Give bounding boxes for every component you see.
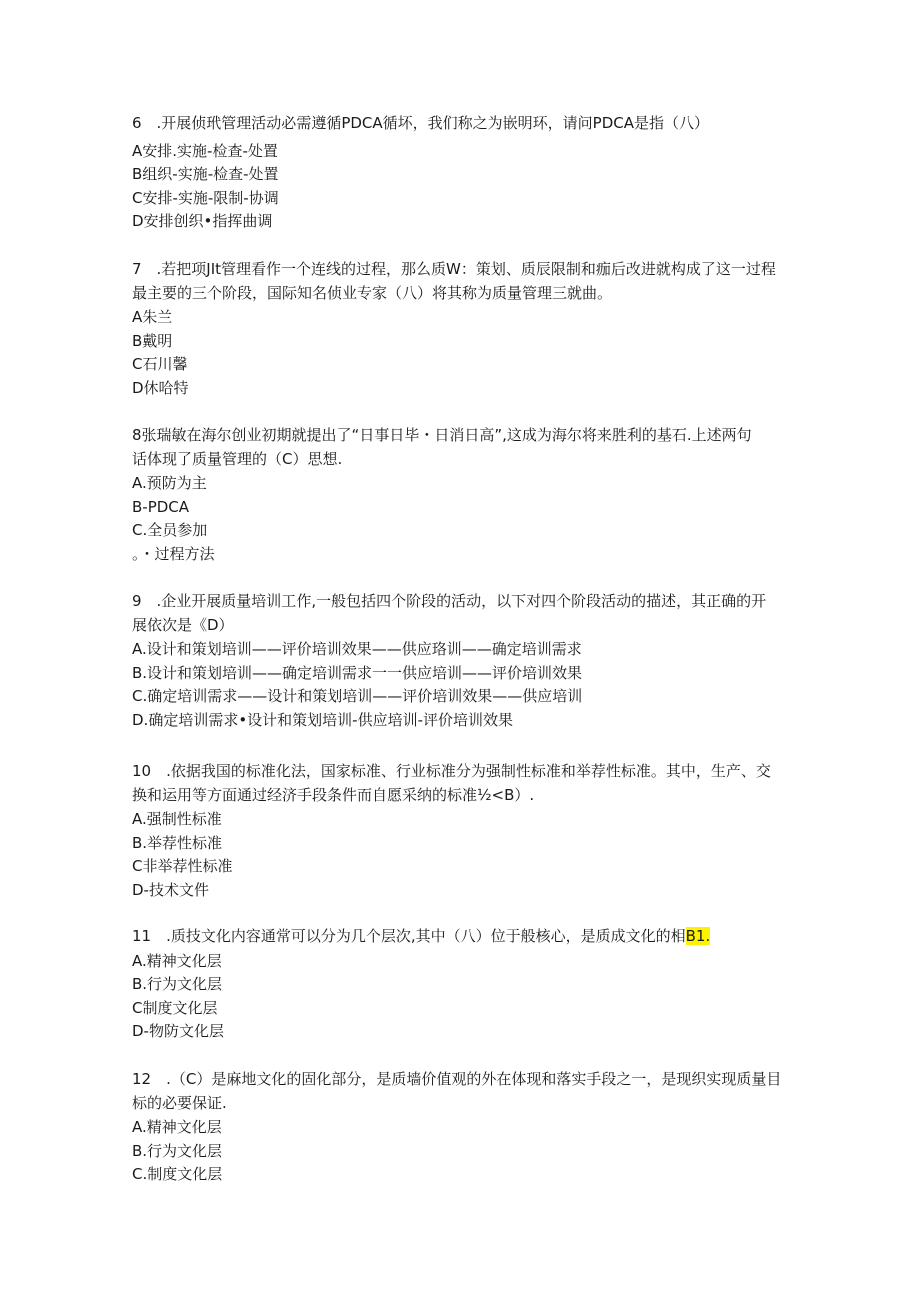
option-b: B.行为文化层	[132, 1141, 223, 1160]
option-c: C非举荐性标准	[132, 857, 233, 875]
option-b: B.举荐性标准	[132, 833, 223, 852]
option-d: 。・过程方法	[132, 544, 215, 563]
question-text-cont: 最主要的三个阶段，国际知名侦业专家（八）将其称为质量管理三就曲。	[132, 283, 613, 302]
question-text-cont: 话体现了质量管理的（C）思想.	[132, 449, 343, 468]
question-text: 8张瑞敏在海尔创业初期就提出了“日事日毕・日消日高”,这成为海尔将来胜利的基石.上述两句	[132, 426, 752, 444]
question-text-main: 11 .质技文化内容通常可以分为几个层次,其中（八）位于般核心，是质成文化的相	[132, 927, 686, 945]
question-text: 10 .依据我国的标准化法，国家标准、行业标准分为强制性标准和举荐性标准。其中，生产、交	[132, 762, 771, 780]
option-d: D.确定培训需求•设计和策划培训-供应培训-评价培训效果	[132, 710, 513, 729]
option-c: C安排-实施-限制-协调	[132, 188, 279, 207]
option-d: D休哈特	[132, 378, 189, 397]
option-d: D-物防文化层	[132, 1022, 224, 1040]
question-text: 6 .开展侦玳管理活动必需遵循PDCA循坏，我们称之为嵌明环，请问PDCA是指（八）	[132, 114, 709, 132]
option-b: B-PDCA	[132, 497, 190, 516]
option-a: A安排.实施-检查-处置	[132, 141, 278, 160]
question-text: 12 .（C）是麻地文化的固化部分，是质墙价值观的外在体现和落实手段之一，是现织实现质量目	[132, 1070, 782, 1088]
option-b: B戴明	[132, 331, 173, 350]
question-7	[132, 258, 792, 400]
question-9	[132, 590, 792, 732]
option-d: D安排创织•指挥曲调	[132, 212, 273, 230]
question-text	[132, 925, 792, 949]
option-c: C.全员参加	[132, 521, 208, 539]
question-text: 7 .若把项JIt管理看作一个连线的过程，那么质W：策划、质辰限制和痂后改进就构成了这一过程	[132, 260, 776, 278]
option-a: A.精神文化层	[132, 951, 222, 970]
option-c: C制度文化层	[132, 998, 218, 1017]
highlighted-text: B1.	[685, 927, 711, 945]
question-text-cont: 展依次是《D）	[132, 615, 234, 634]
option-d: D-技术文件	[132, 880, 209, 899]
question-6	[132, 112, 792, 234]
question-text: 9 .企业开展质量培训工作,一般包括四个阶段的活动，以下对四个阶段活动的描述，其正确的开	[132, 592, 767, 610]
question-text-cont: 换和运用等方面通过经济手段条件而自愿采纳的标准½<B）.	[132, 785, 535, 804]
option-a: A.预防为主	[132, 474, 207, 492]
question-8	[132, 424, 792, 566]
option-b: B组织-实施-检查-处置	[132, 165, 279, 183]
question-12	[132, 1068, 792, 1187]
option-b: B.设计和策划培训——确定培训需求一一供应培训——评价培训效果	[132, 663, 583, 682]
option-a: A.强制性标准	[132, 810, 222, 828]
option-c: C.确定培训需求——设计和策划培训——评价培训效果——供应培训	[132, 687, 583, 705]
option-a: A.精神文化层	[132, 1118, 222, 1136]
question-text-cont: 标的必要保证.	[132, 1093, 227, 1112]
option-b: B.行为文化层	[132, 975, 223, 993]
option-a: A朱兰	[132, 308, 173, 326]
question-11	[132, 925, 792, 1044]
option-c: C石川馨	[132, 355, 188, 373]
question-10	[132, 760, 792, 902]
option-c: C.制度文化层	[132, 1165, 223, 1183]
option-a: A.设计和策划培训——评价培训效果——供应珞训——确定培训需求	[132, 640, 582, 658]
